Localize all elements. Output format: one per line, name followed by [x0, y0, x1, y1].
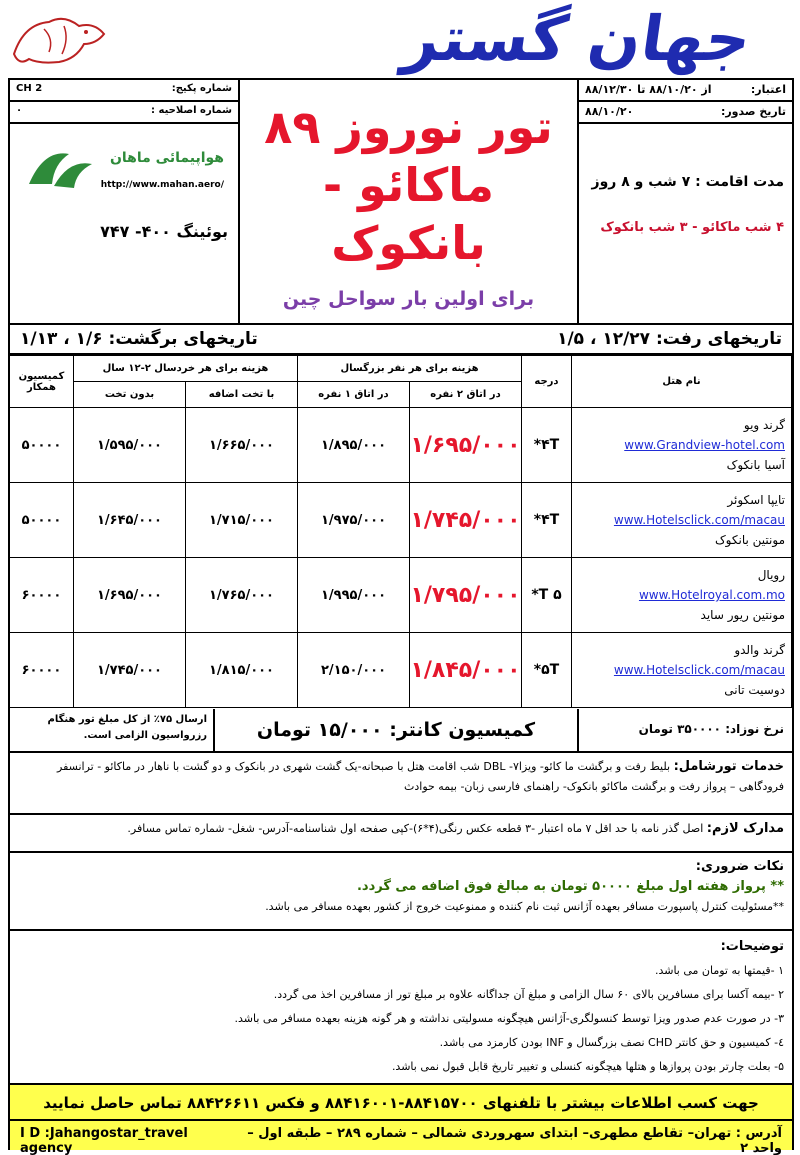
table-row	[9, 633, 791, 708]
docs-label: مدارک لازم:	[706, 821, 784, 836]
grade-cell: ۴T*	[522, 408, 572, 483]
extra-bed-price: ۱/۷۶۵/۰۰۰	[185, 558, 297, 633]
package-label: شماره پکیج:	[171, 83, 232, 94]
table-row	[9, 558, 791, 633]
counter-commission: کمیسیون کانتر: ۱۵/۰۰۰ تومان	[256, 719, 536, 741]
tour-sheet	[8, 78, 794, 1155]
notes-label: توضیحات:	[720, 939, 784, 954]
address-text: آدرس : تهران– تقاطع مطهری– ابتدای سهروردی شمالی – شماره ۲۸۹ – طبقه اول – واحد ۲	[247, 1126, 782, 1155]
package-value: CH 2	[16, 83, 43, 94]
hotel-cell	[572, 483, 792, 558]
contact-bar: جهت کسب اطلاعات بیشتر با تلفنهای ۸۸۴۱۵۷۰۰-۸۸۴۱۶۰۰۱ و فکس ۸۸۴۲۶۶۱۱ تماس حاصل نمایید	[10, 1085, 792, 1121]
brand-title: جهان گستر	[398, 2, 756, 75]
commission-cell: ۶۰۰۰۰	[9, 633, 73, 708]
commission-cell: ۵۰۰۰۰	[9, 408, 73, 483]
airline-url[interactable]: http://www.mahan.aero/	[100, 180, 224, 190]
grade-cell: ۵ T*	[522, 558, 572, 633]
deposit-note: ارسال ۷۵٪ از کل مبلغ تور هنگام رزرواسیون الزامی است.	[10, 709, 215, 751]
hotel-name: گرند ویو	[743, 418, 785, 432]
th-extra-bed: با تخت اضافه	[185, 382, 297, 408]
dates-row	[10, 325, 792, 355]
title-panel	[240, 80, 577, 325]
table-row	[9, 408, 791, 483]
departure-dates: تاریخهای رفت: ۱۲/۲۷ ، ۱/۵	[557, 329, 782, 349]
services-label: خدمات تورشامل:	[673, 759, 784, 774]
package-panel	[10, 80, 240, 325]
nights-split: ۴ شب ماکائو - ۳ شب بانکوک	[600, 220, 784, 235]
airline-name: هواپیمائی ماهان	[109, 150, 224, 166]
double-price: ۱/۶۹۵/۰۰۰	[410, 408, 522, 483]
important-label: نکات ضروری:	[695, 859, 784, 874]
revision-value: ۰	[16, 105, 23, 116]
important-line-2: **مسئولیت کنترل پاسپورت مسافر بعهده آژانس ثبت نام کننده و ممنوعیت خروج از کشور بعهده مسافر می باشد.	[265, 900, 784, 913]
services-text: بلیط رفت و برگشت ما کائو- ویزاDBL -۷ شب اقامت هتل با صبحانه-یک گشت شهری در بانکوک و دو گشت با ناهار در ماکائو - ترانسفر فرودگاهی – پرواز رفت و برگشت ماکائو بانکوک- راهنمای فارسی زبان- بیمه حوادث	[57, 760, 784, 793]
tagline: برای اولین بار سواحل چین	[282, 288, 535, 310]
leaf-icon	[24, 144, 94, 194]
extra-bed-price: ۱/۸۱۵/۰۰۰	[185, 633, 297, 708]
single-price: ۱/۹۹۵/۰۰۰	[297, 558, 409, 633]
docs-text: اصل گذر نامه با حد اقل ۷ ماه اعتبار -۳ قطعه عکس رنگی(۴*۶)-کپی صفحه اول شناسنامه-آدرس- شغل- شماره تماس مسافر.	[127, 822, 704, 835]
commission-row	[10, 709, 792, 753]
validity-row	[579, 80, 792, 102]
double-price: ۱/۷۴۵/۰۰۰	[410, 483, 522, 558]
lion-logo-icon	[4, 4, 114, 74]
header	[0, 0, 800, 78]
no-bed-price: ۱/۶۴۵/۰۰۰	[73, 483, 185, 558]
th-grade: درجه	[522, 356, 572, 408]
price-table-wrap	[10, 355, 792, 708]
table-row	[9, 483, 791, 558]
mahan-air-logo	[24, 144, 224, 204]
grade-cell: ۴T*	[522, 483, 572, 558]
hotel-cell	[572, 633, 792, 708]
hotel-name-second: مونتین ریور ساید	[700, 608, 785, 622]
validity-label: اعتبار:	[750, 83, 786, 96]
no-bed-price: ۱/۵۹۵/۰۰۰	[73, 408, 185, 483]
hotel-name: گرند والدو	[734, 643, 785, 657]
hotel-name-second: آسیا بانکوک	[726, 458, 785, 472]
extra-bed-price: ۱/۶۶۵/۰۰۰	[185, 408, 297, 483]
extra-bed-price: ۱/۷۱۵/۰۰۰	[185, 483, 297, 558]
hotel-link[interactable]: www.Hotelroyal.com.mo	[638, 588, 785, 602]
hotel-link[interactable]: www.Hotelsclick.com/macau	[613, 513, 785, 527]
return-dates: تاریخهای برگشت: ۱/۶ ، ۱/۱۳	[20, 329, 258, 349]
th-single: در اتاق ۱ نفره	[297, 382, 409, 408]
issue-label: تاریخ صدور:	[720, 105, 786, 118]
package-row	[10, 80, 238, 102]
aircraft-type: بوئینگ ۴۰۰- ۷۴۷	[100, 222, 228, 241]
single-price: ۱/۹۷۵/۰۰۰	[297, 483, 409, 558]
hotel-link[interactable]: www.Hotelsclick.com/macau	[613, 663, 785, 677]
services-section	[10, 753, 792, 815]
revision-row	[10, 102, 238, 124]
top-block	[10, 80, 792, 325]
grade-cell: ۵T*	[522, 633, 572, 708]
note-item: ۵- بعلت چارتر بودن پروازها و هتلها هیچگونه کنسلی و تغییر تاریخ قابل قبول نمی باشد.	[391, 1060, 784, 1073]
double-price: ۱/۷۹۵/۰۰۰	[410, 558, 522, 633]
price-table	[9, 355, 792, 708]
notes-section	[10, 931, 792, 1085]
double-price: ۱/۸۴۵/۰۰۰	[410, 633, 522, 708]
no-bed-price: ۱/۷۴۵/۰۰۰	[73, 633, 185, 708]
infant-price: نرخ نوزاد: ۳۵۰۰۰۰ تومان	[577, 709, 792, 751]
issue-row	[579, 102, 792, 124]
important-section	[10, 853, 792, 931]
th-no-bed: بدون تخت	[73, 382, 185, 408]
single-price: ۱/۸۹۵/۰۰۰	[297, 408, 409, 483]
hotel-link[interactable]: www.Grandview-hotel.com	[624, 438, 785, 452]
issue-value: ۸۸/۱۰/۲۰	[585, 105, 634, 118]
th-commission: کمیسیون همکار	[9, 356, 73, 408]
address-bar	[10, 1121, 792, 1155]
commission-cell: ۵۰۰۰۰	[9, 483, 73, 558]
important-line-1: ** پرواز هفته اول مبلغ ۵۰۰۰۰ تومان به مبالغ فوق اضافه می گردد.	[356, 879, 784, 894]
hotel-cell	[572, 558, 792, 633]
note-item: ۳- در صورت عدم صدور ویزا توسط کنسولگری-آژانس هیچگونه مسولیتی نداشته و هر گونه هزینه بعهده مسافر می باشد.	[234, 1012, 784, 1025]
no-bed-price: ۱/۶۹۵/۰۰۰	[73, 558, 185, 633]
note-item: ۱ -قیمتها به تومان می باشد.	[654, 964, 784, 977]
hotel-name-second: دوسیت تانی	[724, 683, 785, 697]
validity-value: از ۸۸/۱۰/۲۰ تا ۸۸/۱۲/۳۰	[585, 83, 712, 96]
th-double: در اتاق ۲ نفره	[410, 382, 522, 408]
th-adult: هزینه برای هر نفر بزرگسال	[297, 356, 521, 382]
destination-title: ماکائو - بانکوک	[323, 158, 494, 270]
docs-section	[10, 815, 792, 853]
validity-panel	[577, 80, 792, 325]
note-item: ٤- کمیسیون و حق کانتر CHD نصف بزرگسال و INF بودن کارمزد می باشد.	[439, 1036, 784, 1049]
commission-cell: ۶۰۰۰۰	[9, 558, 73, 633]
agency-id: I D :Jahangostar_travel agency	[20, 1126, 188, 1155]
note-item: ۲ -بیمه آکسا برای مسافرین بالای ۶۰ سال الزامی و مبلغ آن جداگانه علاوه بر مبلغ تور از مسافرین اخذ می گردد.	[273, 988, 784, 1001]
hotel-name: رویال	[757, 568, 785, 582]
th-child: هزینه برای هر خردسال ۲-۱۲ سال	[73, 356, 297, 382]
hotel-cell	[572, 408, 792, 483]
stay-duration: مدت اقامت : ۷ شب و ۸ روز	[591, 174, 784, 190]
th-hotel: نام هتل	[572, 356, 792, 408]
single-price: ۲/۱۵۰/۰۰۰	[297, 633, 409, 708]
hotel-name-second: مونتین بانکوک	[714, 533, 785, 547]
revision-label: شماره اصلاحیه :	[151, 105, 232, 116]
hotel-name: تایپا اسکوئر	[727, 493, 785, 507]
tour-title: تور نوروز ۸۹	[264, 100, 553, 154]
